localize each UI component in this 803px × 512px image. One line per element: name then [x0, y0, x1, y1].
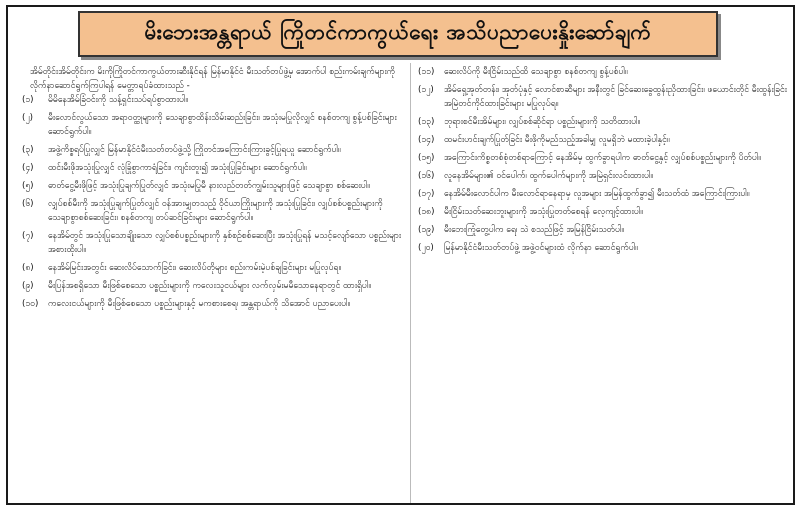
- column-divider: [410, 63, 411, 503]
- item-number: (၂၀): [418, 243, 434, 253]
- list-item: [22, 297, 407, 311]
- left-column: [22, 93, 407, 315]
- item-text: အိမ်ရှေ့အုတ်တန်း၊ အုတ်ပုံနှင့် လောင်စာဆီများ အနီးတွင် ခြင်ဆေးခွေထွန်းညှိထားခြင်း၊ ဖယောင်းတိုင် မီးထွန်းခြင်း အမြဲတင်ကိုင်ထားခြင်းများ မပြုလုပ်ရ။: [444, 85, 787, 109]
- item-number: (၇): [22, 231, 34, 241]
- item-text: ထင်းမီးဖိုအသုံးပြုလျှင် လုံခြုံစွာကာရံခြင်း၊ ကျင်းတူး၍ အသုံးပြုခြင်းများ ဆောင်ရွက်ပါ။: [48, 163, 307, 173]
- item-number: (၁၁): [418, 67, 435, 77]
- item-number: (၁၉): [418, 225, 435, 235]
- notice-board: [6, 5, 795, 505]
- item-text: အကြောင်းကိစ္စတစ်စုံတစ်ရာကြောင့် နေအိမ်မှ ထွက်ခွာရပါက ဓာတ်ငွေ့နှင့် လျှပ်စစ်ပစ္စည်းများကို ပိတ်ပါ။: [444, 153, 761, 163]
- item-number: (၁၀): [22, 299, 39, 309]
- list-item: [22, 279, 407, 293]
- item-text: လျှပ်စစ်မီးကို အသုံးပြုချက်ပြုတ်လျှင် ဝန်အားမျှတသည့် ဝိုင်ယာကြိုးများကို အသုံးပြုခြင်း၊ လျှပ်စစ်ပစ္စည်းများကို သေချာစွာစစ်ဆေးခြင်း၊ စနစ်တကျ တပ်ဆင်ခြင်းများ ဆောင်ရွက်ပါ။: [48, 199, 383, 223]
- item-text: နေအိမ်မြင်းအတွင်း ဆေးလိပ်သောက်ခြင်း၊ ဆေးလိပ်တိုများ စည်းကမ်းမဲ့ပစ်ချခြင်းများ မပြုလုပ်ရ။: [48, 263, 342, 273]
- item-text: ဓာတ်ငွေ့မီးဖိုဖြင့် အသုံးပြုချက်ပြုတ်လျှင် အသုံးမပြုမီ နားလည်တတ်ကျွမ်းသူများဖြင့် သေချာစွာ စစ်ဆေးပါ။: [48, 181, 370, 191]
- item-number: (၈): [22, 263, 34, 273]
- list-item: [22, 229, 407, 257]
- item-text: နေအိမ်မီးလောင်ပါက မီးလောင်ရာနေရာမှ လူအများ အမြန်ထွက်ခွာ၍ မီးသတ်ထံ အကြောင်းကြားပါ။: [444, 189, 750, 199]
- page-title: မိးဘေးအန္တရာယ် ကြိုတင်ကာကွယ်ရေး အသိပညာပေးနှိုးဆော်ချက်: [144, 19, 652, 44]
- list-item: [22, 179, 407, 193]
- item-text: ဆေးလိပ်ကို မီးငြိမ်းသည်ထိ သေချာစွာ စနစ်တကျ စွန့်ပစ်ပါ။: [444, 67, 628, 77]
- item-number: (၉): [22, 281, 34, 291]
- list-item: [22, 111, 407, 139]
- item-number: (၅): [22, 181, 34, 191]
- list-item: [418, 115, 788, 129]
- list-item: [418, 83, 788, 111]
- item-text: အဖွဲ့ကိစ္စရပ်ပြုလျှင် မြန်မာနိုင်ငံမီးသတ်တပ်ဖွဲ့သို့ ကြိုတင်အကြောင်းကြားခွင့်ပြုရယူ ဆောင်ရွက်ပါ။: [48, 145, 341, 155]
- item-text: ကလေးငယ်များကို မီးဖြစ်စေသော ပစ္စည်းများနှင့် မကစားစေရ၊ အန္တရာယ်ကို သိအောင် ပညာပေးပါ။: [48, 299, 351, 309]
- title-banner: [78, 11, 718, 57]
- list-item: [418, 241, 788, 255]
- list-item: [22, 261, 407, 275]
- item-text: မီးဘေးကြုံတွေ့ပါက ရေ၊ သဲ စသည်ဖြင့် အမြန်ငြိမ်းသတ်ပါ။: [444, 225, 624, 235]
- list-item: [418, 187, 788, 201]
- list-item: [418, 133, 788, 147]
- item-text: လူနေအိမ်များ၏ ဝင်ပေါက်၊ ထွက်ပေါက်များကို အမြဲရှင်းလင်းထားပါ။: [444, 171, 653, 181]
- item-text: မီးပြန်အစရှိသော မီးဖြစ်စေသော ပစ္စည်းများကို ကလေးသူငယ်များ လက်လှမ်းမမီသောနေရာတွင် ထားရှိပါ။: [48, 281, 371, 291]
- item-number: (၁၇): [418, 189, 435, 199]
- item-number: (၁၈): [418, 207, 435, 217]
- item-text: ထမင်းဟင်းချက်ပြုတ်ခြင်း မီးဖိုကိုမည်သည့်အခါမျှ လူမရှိဘဲ မထားခဲ့ပါနှင့်။: [444, 135, 670, 145]
- list-item: [418, 169, 788, 183]
- item-number: (၄): [22, 163, 34, 173]
- item-text: နေအိမ်တွင် အသုံးပြုသောချိုးသော လျှပ်စစ်ပစ္စည်းများကို နှစ်စဉ်စစ်ဆေးပြီး အသုံးပြုရန် မသင့်လျော်သော ပစ္စည်းများ အစားထိုးပါ။: [48, 231, 402, 255]
- item-number: (၁၅): [418, 153, 435, 163]
- list-item: [418, 205, 788, 219]
- list-item: [418, 223, 788, 237]
- item-text: မီးငြိမ်းသတ်ဆေးဘူးများကို အသုံးပြုတတ်စေရန် လေ့ကျင့်ထားပါ။: [444, 207, 643, 217]
- list-item: [22, 197, 407, 225]
- list-item: [22, 93, 407, 107]
- item-number: (၁၆): [418, 171, 435, 181]
- item-number: (၂): [22, 113, 33, 123]
- item-text: မီးလောင်လွယ်သော အရာဝတ္ထုများကို သေချာစွာထိန်းသိမ်းဆည်းခြင်း၊ အသုံးမပြုလိုလျှင် စနစ်တကျ စွန့်ပစ်ခြင်းများ ဆောင်ရွက်ပါ။: [48, 113, 397, 137]
- item-number: (၃): [22, 145, 34, 155]
- list-item: [418, 151, 788, 165]
- item-number: (၁): [22, 95, 34, 105]
- item-text: မြန်မာနိုင်ငံမီးသတ်တပ်ဖွဲ့ အဖွဲ့ဝင်များထံ လိုက်နာ ဆောင်ရွက်ပါ။: [444, 243, 638, 253]
- right-column: [418, 65, 788, 259]
- list-item: [22, 143, 407, 157]
- item-number: (၁၄): [418, 135, 435, 145]
- item-text: မိမိနေအိမ်ခြံဝင်းကို သန့်ရှင်းသပ်ရပ်စွာထားပါ။: [48, 95, 188, 105]
- item-number: (၆): [22, 199, 34, 209]
- item-number: (၁၃): [418, 117, 435, 127]
- item-text: ဘုရားစင်မီးအိမ်များ၊ လျှပ်စစ်ဆိုင်ရာ ပစ္စည်းများကို သတိထားပါ။: [444, 117, 641, 127]
- list-item: [418, 65, 788, 79]
- item-number: (၁၂): [418, 85, 434, 95]
- intro-paragraph: အိမ်တိုင်းအိမ်တိုင်းက မိးကိုကြိုတင်ကာကွယ်တားဆီးနိုင်ရန် မြန်မာနိုင်ငံ မီးသတ်တပ်ဖွဲ့မှ အောက်ပါ စည်းကမ်းချက်များကို လိုက်နာဆောင်ရွက်ကြပါရန် မေတ္တာရပ်ခံထားသည် -: [30, 67, 396, 91]
- list-item: [22, 161, 407, 175]
